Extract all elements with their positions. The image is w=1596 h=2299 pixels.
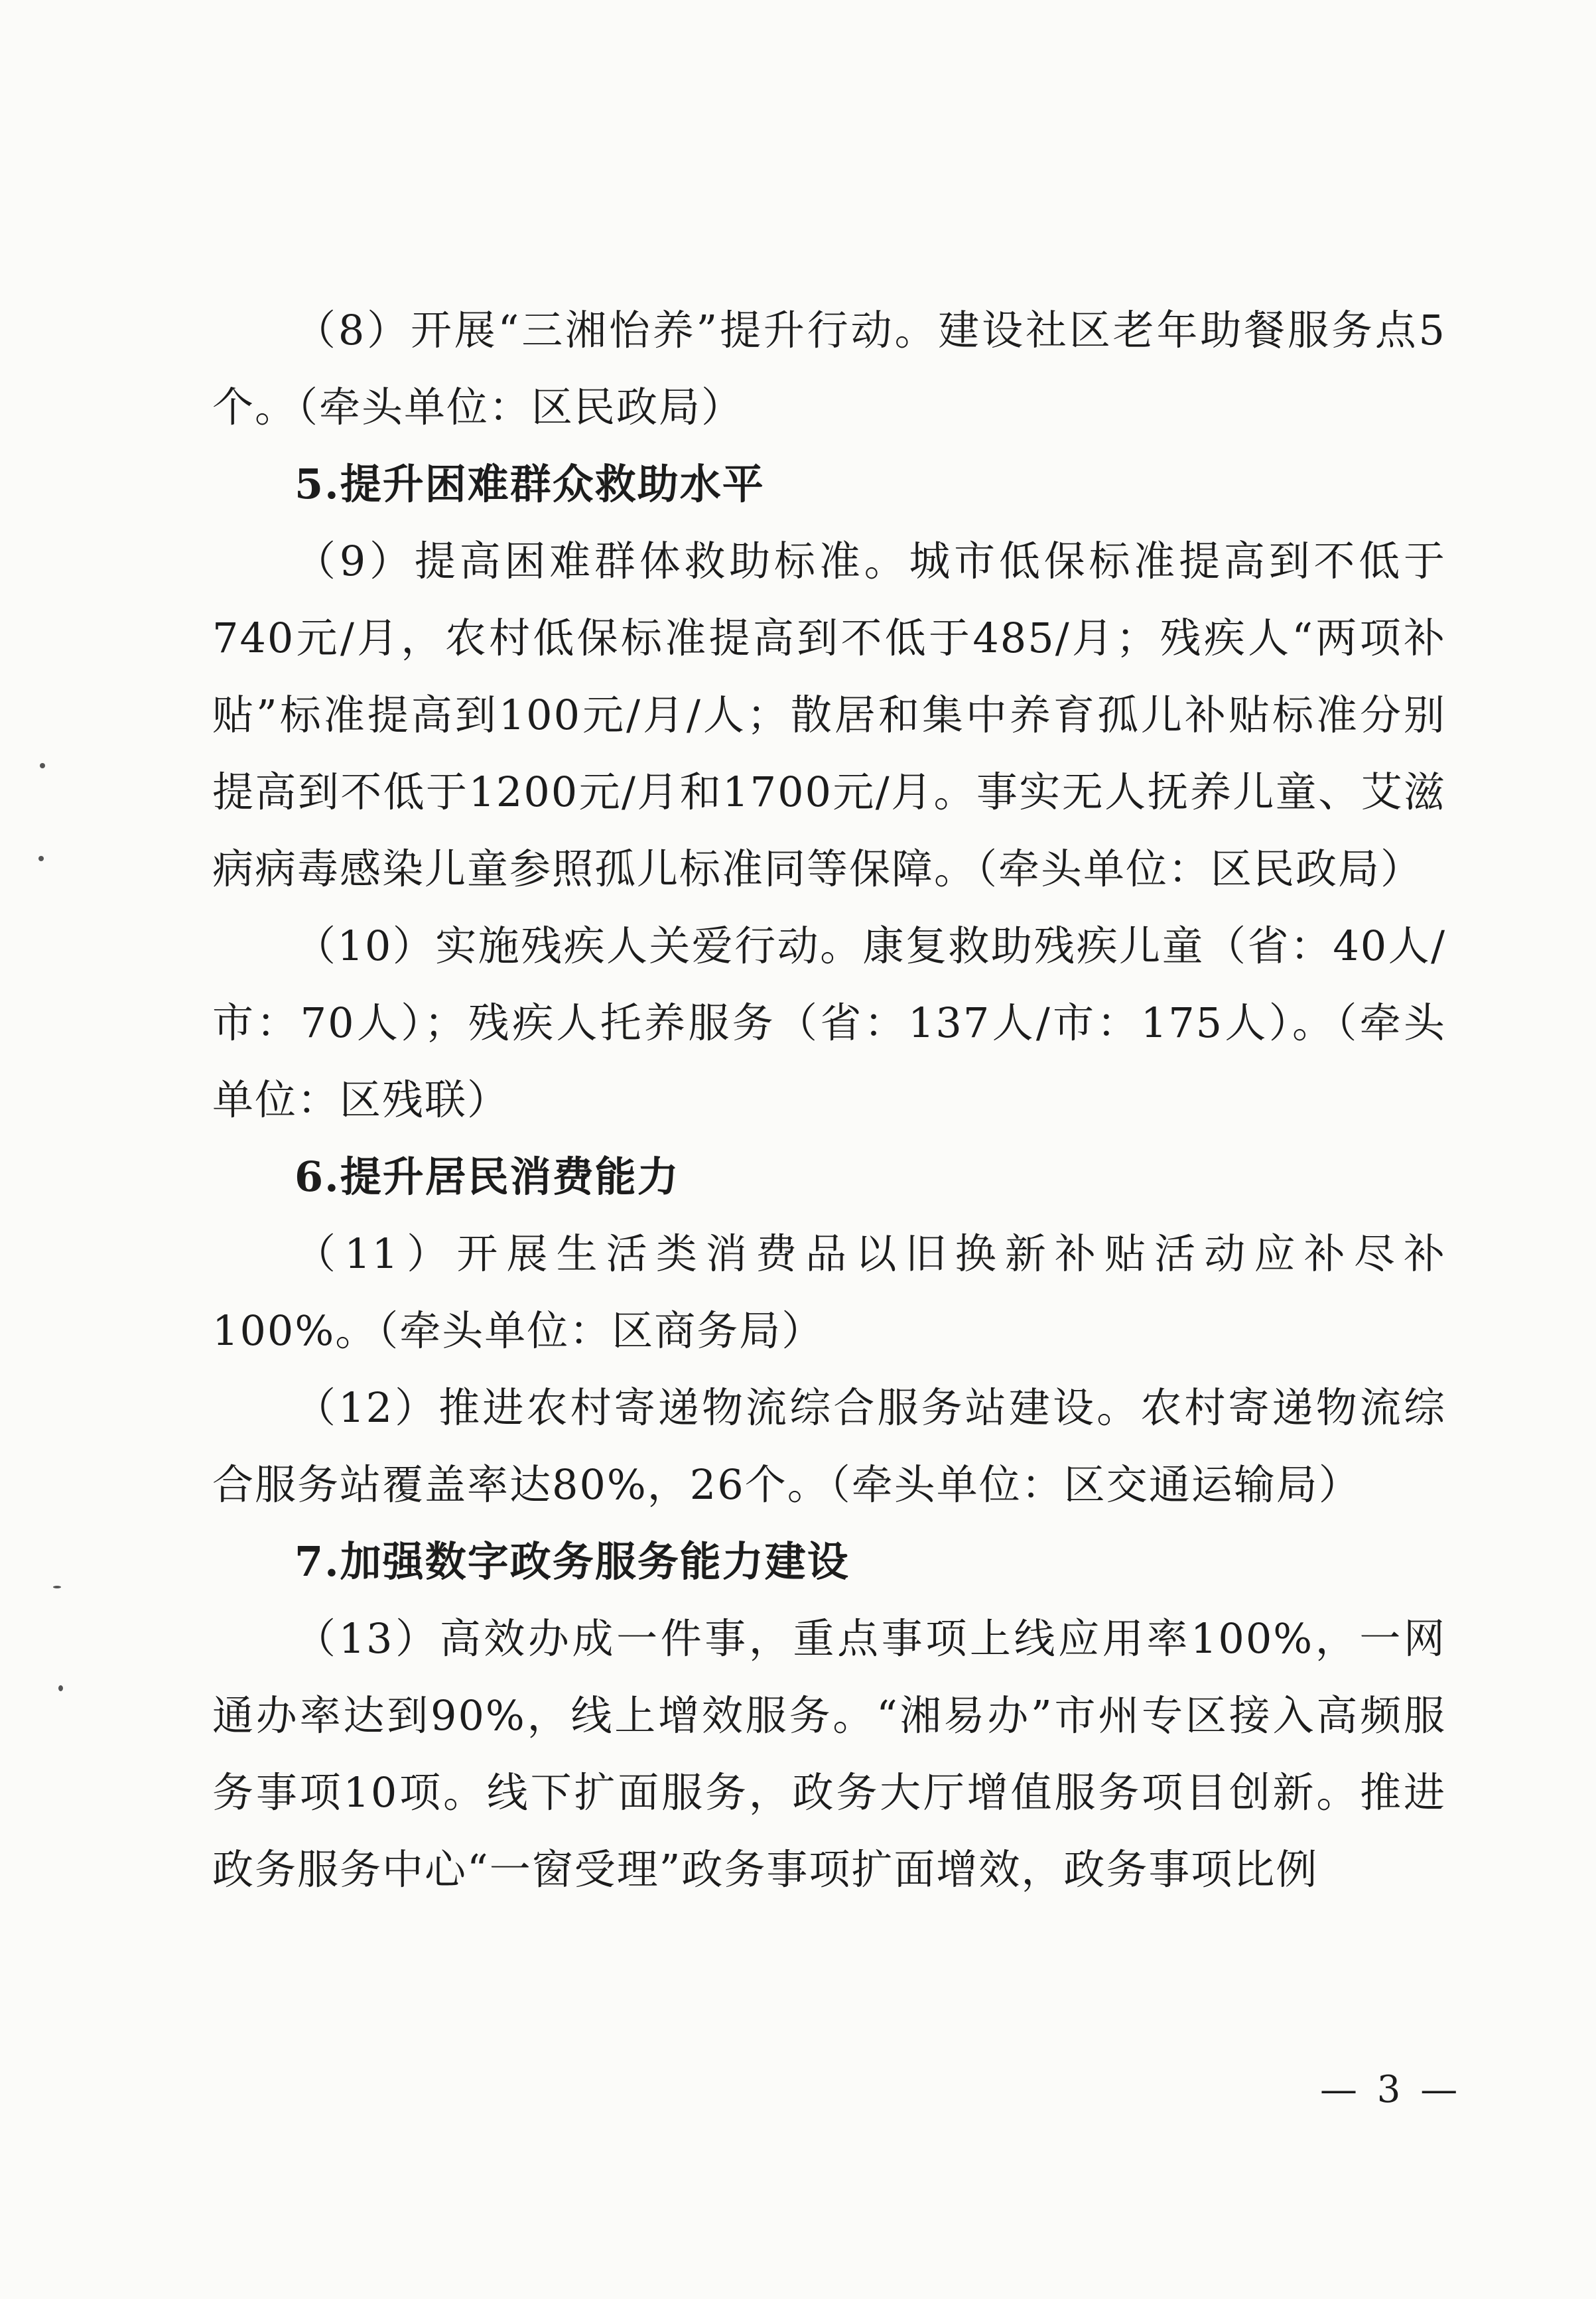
paragraph-item-8: （8）开展“三湘怡养”提升行动。建设社区老年助餐服务点5个。（牵头单位：区民政局） xyxy=(212,306,1446,431)
section-heading-7: 7.加强数字政务服务能力建设 xyxy=(295,1537,850,1586)
paragraph-item-11: （11）开展生活类消费品以旧换新补贴活动应补尽补100%。（牵头单位：区商务局） xyxy=(212,1229,1446,1355)
paragraph-item-9: （9）提高困难群体救助标准。城市低保标准提高到不低于740元/月，农村低保标准提高到不低于485/月；残疾人“两项补贴”标准提高到100元/月/人；散居和集中养育孤儿补贴标准分别提高到不低于1200元/月和1700元/月。事实无人抚养儿童、艾滋病病毒感染儿童参照孤儿标准同等保障。（牵头单位：区民政局） xyxy=(212,537,1446,893)
section-heading-5: 5.提升困难群众救助水平 xyxy=(295,460,765,508)
scan-speck xyxy=(58,1685,63,1691)
paragraph-item-13: （13）高效办成一件事，重点事项上线应用率100%，一网通办率达到90%，线上增效服务。“湘易办”市州专区接入高频服务事项10项。线下扩面服务，政务大厅增值服务项目创新。推进政务服务中心“一窗受理”政务事项扩面增效，政务事项比例 xyxy=(212,1614,1446,1894)
paragraph-item-12: （12）推进农村寄递物流综合服务站建设。农村寄递物流综合服务站覆盖率达80%，26个。（牵头单位：区交通运输局） xyxy=(212,1383,1446,1509)
scan-speck xyxy=(53,1586,61,1588)
document-body xyxy=(212,292,1446,1908)
section-heading-6: 6.提升居民消费能力 xyxy=(295,1152,680,1201)
scan-speck xyxy=(40,763,45,768)
page-number: — 3 — xyxy=(1320,2068,1462,2111)
paragraph-item-10: （10）实施残疾人关爱行动。康复救助残疾儿童（省：40人/市：70人）；残疾人托养服务（省：137人/市：175人）。（牵头单位：区残联） xyxy=(212,922,1446,1124)
scan-speck xyxy=(38,856,44,861)
